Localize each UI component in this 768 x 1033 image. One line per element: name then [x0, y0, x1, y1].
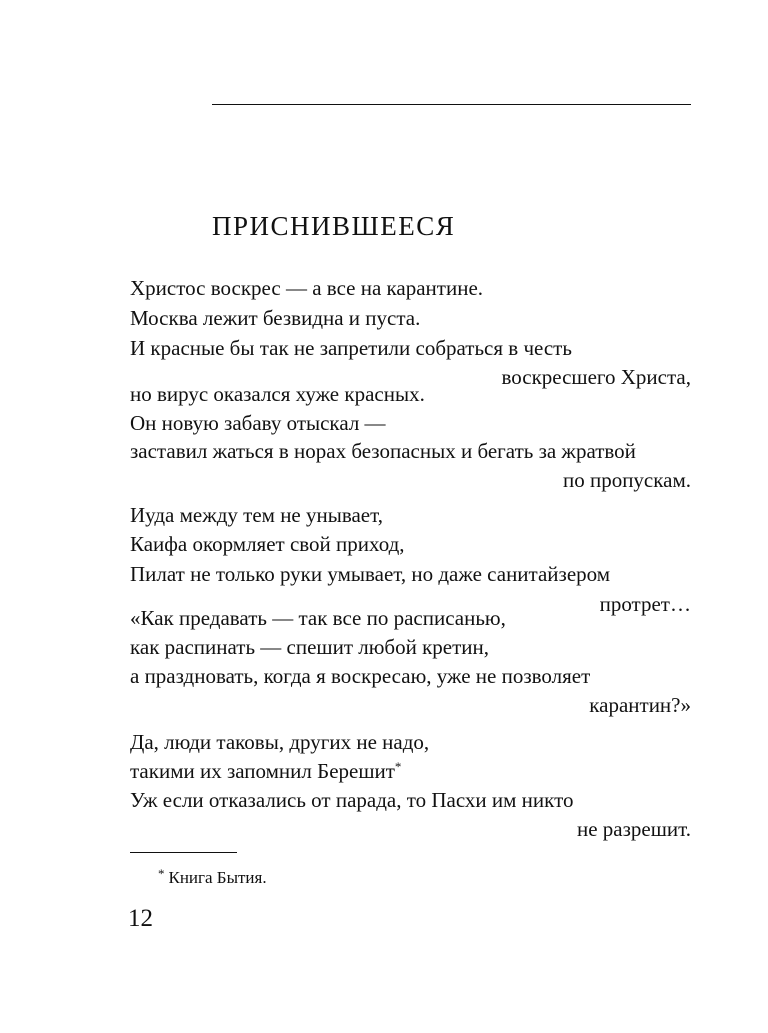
poem-line: Каифа окормляет свой приход,	[130, 532, 405, 556]
poem-line: Уж если отказались от парада, то Пасхи им никто	[130, 788, 574, 812]
page-number: 12	[128, 905, 153, 932]
footnote-rule	[130, 852, 237, 853]
poem-line-continuation: воскресшего Христа,	[501, 365, 691, 389]
footnote-marker: *	[394, 759, 402, 774]
poem-line: Он новую забаву отыскал —	[130, 411, 386, 435]
poem-line: И красные бы так не запретили собраться в честь	[130, 336, 572, 360]
footnote	[158, 862, 267, 890]
poem-title: ПРИСНИВШЕЕСЯ	[212, 211, 456, 241]
poem-line-continuation: не разрешит.	[576, 817, 691, 841]
poem-line	[130, 758, 401, 784]
footnote-text: Книга Бытия.	[168, 868, 267, 887]
poem-line: а праздновать, когда я воскресаю, уже не позволяет	[130, 664, 591, 688]
poem-line: «Как предавать — так все по расписанью,	[130, 606, 506, 630]
poem-line-continuation: карантин?»	[589, 693, 691, 717]
poem-line: но вирус оказался хуже красных.	[130, 382, 425, 406]
top-rule	[212, 104, 691, 105]
poem-line: заставил жаться в норах безопасных и бегать за жратвой	[130, 439, 636, 463]
poem-line: Да, люди таковы, других не надо,	[130, 730, 430, 754]
poem-line-continuation: протрет…	[599, 592, 691, 616]
poem-line-text: такими их запомнил Берешит	[130, 759, 395, 783]
poem-line: Христос воскрес — а все на карантине.	[130, 276, 484, 300]
poem-line: Москва лежит безвидна и пуста.	[130, 306, 421, 330]
poem-line: Пилат не только руки умывает, но даже санитайзером	[130, 562, 611, 586]
poem-line: Иуда между тем не унывает,	[130, 503, 383, 527]
footnote-star: *	[158, 866, 165, 881]
poem-line: как распинать — спешит любой кретин,	[130, 635, 490, 659]
poem-line-continuation: по пропускам.	[562, 468, 691, 492]
